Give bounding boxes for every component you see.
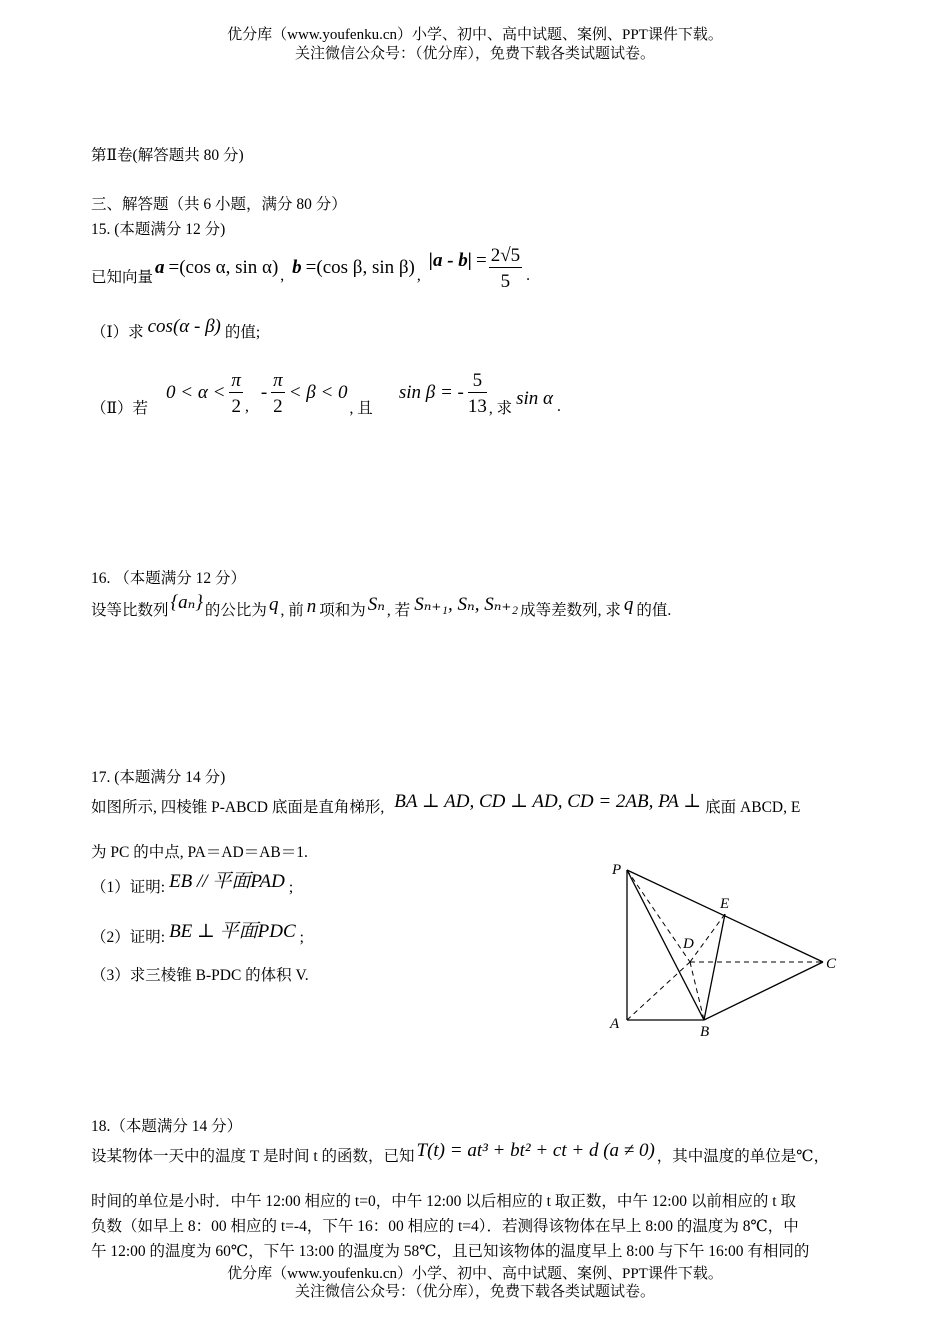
q15-intro-line xyxy=(91,243,530,293)
figure-label-C: C xyxy=(826,956,837,972)
q15-part2-den: 13 xyxy=(467,395,487,417)
q16-text-6: 成等差数列, 求 xyxy=(520,602,621,619)
figure-label-B: B xyxy=(700,1024,710,1040)
figure-label-D: D xyxy=(683,936,694,952)
figure-label-A: A xyxy=(610,1016,620,1032)
q17-step1-expr: EB // 平面PAD xyxy=(169,871,285,892)
q16-sequence: {aₙ} xyxy=(170,592,203,613)
q16-sn: Sₙ xyxy=(367,594,385,615)
q17-text-3: 为 PC 的中点, PA＝AD＝AB＝1. xyxy=(91,844,308,861)
section-subtitle: 三、解答题（共 6 小题，满分 80 分） xyxy=(91,196,347,213)
q15-frac-den: 5 xyxy=(500,270,511,292)
section-title: 第Ⅱ卷(解答题共 80 分) xyxy=(91,147,244,164)
q15-part2-fraction xyxy=(468,371,487,416)
edge-PD xyxy=(627,870,690,962)
q15-vec-b-value: =(cos β, sin β) xyxy=(305,257,415,278)
q16-heading: 16. （本题满分 12 分） xyxy=(91,570,247,587)
q15-heading: 15. (本题满分 12 分) xyxy=(91,221,226,238)
q16-text-2: 的公比为 xyxy=(204,602,267,619)
q15-vec-b: b xyxy=(292,257,302,278)
q15-part2-sin: sin β = - xyxy=(398,382,464,403)
q17-step3: （3）求三棱锥 B-PDC 的体积 V. xyxy=(91,967,309,984)
q17-body-1 xyxy=(91,790,800,817)
q18-text-2: ，其中温度的单位是℃， xyxy=(656,1148,830,1165)
q16-text-4: 项和为 xyxy=(319,602,366,619)
q15-vec-a-value: =(cos α, sin α) xyxy=(168,257,279,278)
q15-comma-3: , xyxy=(244,398,249,415)
q15-part2-and: , 且 xyxy=(349,400,373,417)
q16-ratio-ask: q xyxy=(623,594,634,615)
figure-label-E: E xyxy=(720,896,730,912)
edge-BE xyxy=(704,914,725,1020)
q15-part2 xyxy=(91,368,561,418)
q17-conditions: BA ⊥ AD, CD ⊥ AD, CD = 2AB, PA ⊥ xyxy=(394,791,702,812)
q15-part1-expr: cos(α - β) xyxy=(147,316,221,337)
q16-ratio: q xyxy=(268,594,279,615)
q17-step2-expr: BE ⊥ 平面PDC xyxy=(169,921,296,942)
edge-BC xyxy=(704,962,823,1020)
q18-text-5: 午 12:00 的温度为 60℃，下午 13:00 的温度为 58℃，且已知该物体的温度早上 8:00 与下午 16:00 有相同的 xyxy=(91,1243,810,1260)
q16-body xyxy=(91,591,671,620)
q16-text-7: 的值. xyxy=(636,602,672,619)
page-header-line1: 优分库（www.youfenku.cn）小学、初中、高中试题、案例、PPT课件下载。 xyxy=(227,27,723,43)
page-header-line2: 关注微信公众号：（优分库），免费下载各类试题试卷。 xyxy=(294,46,655,62)
q17-step1-end: ; xyxy=(288,879,294,896)
q17-step1 xyxy=(91,866,293,897)
q15-part1-label: （Ⅰ）求 xyxy=(91,324,144,341)
q15-part2-pi-over-2-b xyxy=(271,371,285,416)
q18-body-1 xyxy=(91,1140,829,1166)
q15-part2-target: sin α xyxy=(516,388,554,409)
q15-pi-den-a: 2 xyxy=(231,395,241,417)
q15-part2-minus: - xyxy=(260,382,268,403)
q15-part2-num: 5 xyxy=(468,371,487,393)
q16-n: n xyxy=(306,596,317,617)
edge-DB xyxy=(690,962,704,1020)
pyramid-figure xyxy=(600,852,850,1042)
q15-abs-expr: |a - b| xyxy=(428,250,472,271)
q16-text-3: , 前 xyxy=(280,602,304,619)
q15-period: . xyxy=(526,267,530,284)
q18-text-4: 负数（如早上 8：00 相应的 t=-4，下午 16：00 相应的 t=4）．若测得该物体在早上 8:00 的温度为 8℃，中 xyxy=(91,1218,799,1235)
q15-part2-cond2: < β < 0 xyxy=(288,382,348,403)
q15-part2-period: . xyxy=(557,398,561,415)
q15-part1 xyxy=(91,316,260,342)
edge-AD xyxy=(627,962,690,1020)
q15-comma-2: , xyxy=(416,267,421,284)
q15-vec-a: a xyxy=(155,257,165,278)
q15-intro-text: 已知向量 xyxy=(91,269,154,286)
q15-part2-pi-over-2-a xyxy=(229,371,243,416)
q15-comma-1: , xyxy=(280,267,285,284)
q15-part1-tail: 的值; xyxy=(224,324,261,341)
q15-pi-num-a: π xyxy=(231,369,241,391)
q15-pi-num-b: π xyxy=(273,369,283,391)
figure-label-P: P xyxy=(612,862,622,878)
q15-pi-den-b: 2 xyxy=(273,395,283,417)
q15-fraction xyxy=(489,246,522,291)
q16-triple: Sₙ₊₁, Sₙ, Sₙ₊₂ xyxy=(414,594,519,615)
q17-step2-end: ; xyxy=(299,929,304,946)
q18-formula: T(t) = at³ + bt² + ct + d (a ≠ 0) xyxy=(416,1140,655,1161)
q17-heading: 17. (本题满分 14 分) xyxy=(91,769,226,786)
q17-step1-label: （1）证明: xyxy=(91,879,166,896)
page-footer-line1: 优分库（www.youfenku.cn）小学、初中、高中试题、案例、PPT课件下载。 xyxy=(227,1266,723,1282)
q17-step2-label: （2）证明: xyxy=(91,929,166,946)
q18-text-3: 时间的单位是小时．中午 12:00 相应的 t=0，中午 12:00 以后相应的 t 取正数，中午 12:00 以前相应的 t 取 xyxy=(91,1193,796,1210)
q16-text-1: 设等比数列 xyxy=(91,602,169,619)
q15-frac-num: 2√5 xyxy=(490,244,521,266)
q17-step2 xyxy=(91,916,304,947)
q17-text-1: 如图所示, 四棱锥 P-ABCD 底面是直角梯形, xyxy=(91,799,385,816)
q15-part2-label: （Ⅱ）若 xyxy=(91,400,149,417)
q18-heading: 18.（本题满分 14 分） xyxy=(91,1118,243,1135)
page-footer-line2: 关注微信公众号：（优分库），免费下载各类试题试卷。 xyxy=(294,1284,655,1300)
q17-text-2: 底面 ABCD, E xyxy=(705,799,801,816)
q15-equals: = xyxy=(475,250,487,271)
q15-part2-ask: , 求 xyxy=(488,400,513,417)
q18-text-1: 设某物体一天中的温度 T 是时间 t 的函数，已知 xyxy=(91,1148,415,1165)
q16-text-5: , 若 xyxy=(386,602,411,619)
q15-part2-cond1: 0 < α < xyxy=(166,382,226,403)
